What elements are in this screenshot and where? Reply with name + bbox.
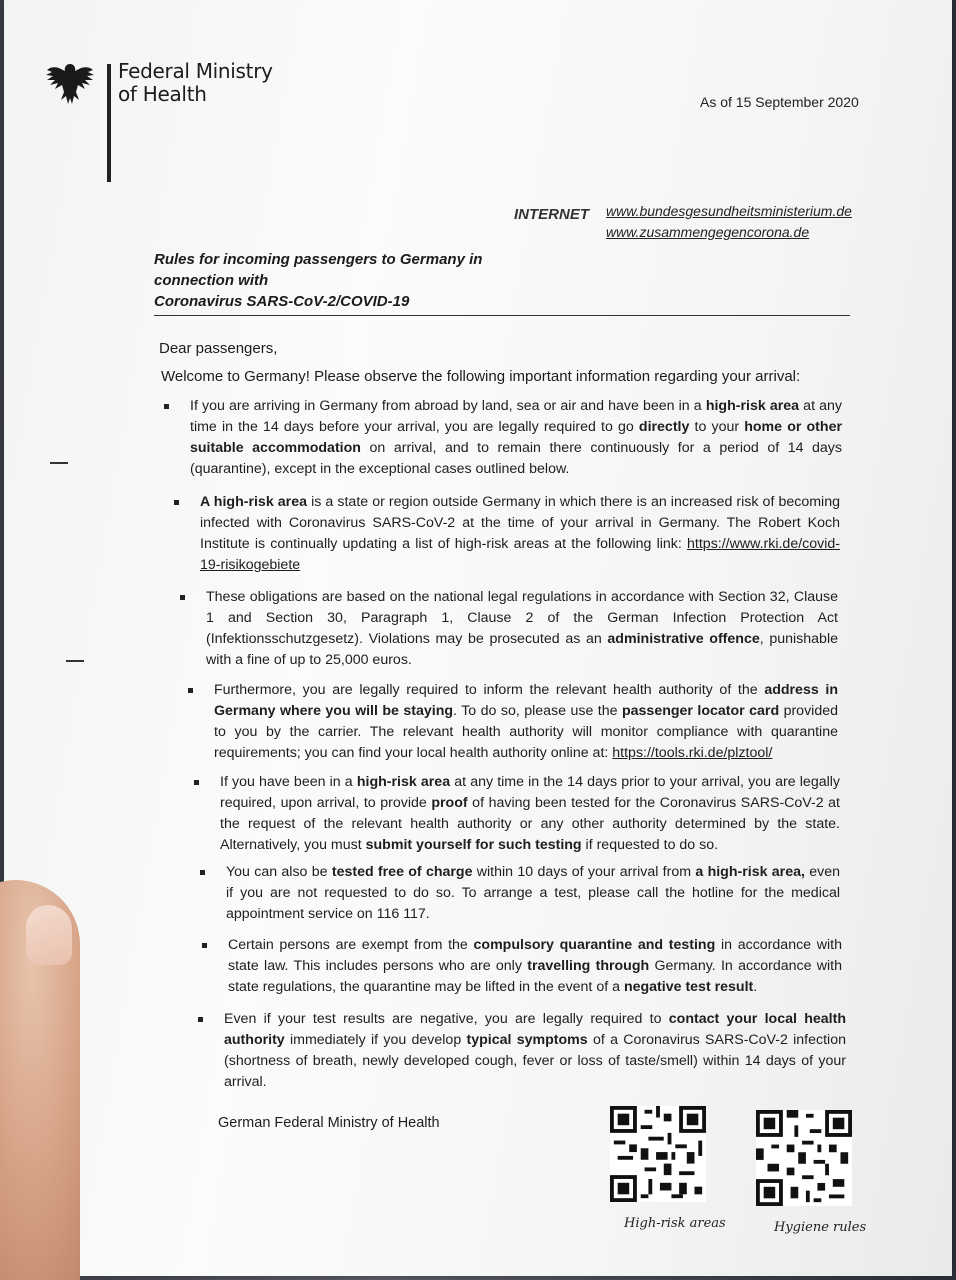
ministry-divider-bar: [107, 64, 111, 182]
margin-mark: [50, 462, 68, 464]
list-item: You can also be tested free of charge within 10 days of your arrival from a high-risk area, even if you are not requested to do so. To arrange a test, please call the hotline for the medical appointment service on 116 117.: [226, 862, 840, 925]
letter-page: [4, 0, 952, 1276]
web-links: [606, 201, 852, 243]
qr-label-hygiene-rules: Hygiene rules: [774, 1220, 867, 1235]
margin-mark: [66, 660, 84, 662]
ministry-name: [118, 60, 273, 106]
ministry-website-link[interactable]: www.bundesgesundheitsministerium.de: [606, 203, 852, 219]
plztool-link[interactable]: https://tools.rki.de/plztool/: [612, 745, 773, 761]
corona-website-link[interactable]: www.zusammengegencorona.de: [606, 224, 810, 240]
federal-eagle-icon: [44, 60, 96, 108]
list-item: Furthermore, you are legally required to inform the relevant health authority of the address in Germany where you will be staying. To do so, please use the passenger locator card provided to you by the carrier. The relevant health authority will monitor compliance with quarantine requirements; you can find your local health authority online at: https://tools.rki.de/plztool/: [214, 680, 838, 764]
list-item: These obligations are based on the national legal regulations in accordance with Section 32, Clause 1 and Section 30, Paragraph 1, Clause 2 of the German Infection Protection Act (Infektionsschutzgesetz). Violations may be prosecuted as an administrative offence, punishable with a fine of up to 25,000 euros.: [206, 587, 838, 671]
qr-label-high-risk-areas: High-risk areas: [624, 1216, 726, 1231]
qr-code-hygiene-rules[interactable]: [756, 1110, 852, 1206]
list-item: If you have been in a high-risk area at any time in the 14 days prior to your arrival, you are legally required, upon arrival, to provide proof of having been tested for the Coronavirus SARS-CoV-2 at the request of the relevant health authority or any other authority determined by the state. Alternatively, you must submit yourself for such testing if requested to do so.: [220, 772, 840, 856]
list-item: If you are arriving in Germany from abroad by land, sea or air and have been in a high-risk area at any time in the 14 days before your arrival, you are legally required to go directly to your home or other suitable accommodation on arrival, and to remain there continuously for a period of 14 days (quarantine), except in the exceptional cases outlined below.: [190, 396, 842, 480]
list-item: Certain persons are exempt from the compulsory quarantine and testing in accordance with state law. This includes persons who are only travelling through Germany. In accordance with state regulations, the quarantine may be lifted in the event of a negative test result.: [228, 935, 842, 998]
list-item: Even if your test results are negative, you are legally required to contact your local health authority immediately if you develop typical symptoms of a Coronavirus SARS-CoV-2 infection (shortness of breath, newly developed cough, fever or loss of taste/smell) within 14 days of your arrival.: [224, 1009, 846, 1093]
welcome-text: Welcome to Germany! Please observe the following important information regarding your arrival:: [161, 368, 801, 385]
greeting: Dear passengers,: [159, 340, 278, 357]
signoff: German Federal Ministry of Health: [218, 1115, 440, 1131]
qr-code-high-risk-areas[interactable]: [610, 1106, 706, 1202]
risk-areas-link[interactable]: https://www.rki.de/covid-19-risikogebiete: [200, 536, 840, 573]
title-line-1: Rules for incoming passengers to Germany in: [154, 251, 483, 268]
title-line-3: Coronavirus SARS-CoV-2/COVID-19: [154, 293, 410, 310]
ministry-line-1: Federal Ministry: [118, 59, 273, 83]
thumb-nail: [26, 905, 72, 965]
internet-label: INTERNET: [514, 206, 589, 223]
ministry-line-2: of Health: [118, 82, 207, 106]
title-line-2: connection with: [154, 272, 269, 289]
document-title: [154, 249, 850, 316]
list-item: A high-risk area is a state or region outside Germany in which there is an increased risk of becoming infected with Coronavirus SARS-CoV-2 at the time of your arrival in Germany. The Robert Koch Institute is continually updating a list of high-risk areas at the following link: https://www.rki.de/covid-19-risikogebiete: [200, 492, 840, 576]
document-date: As of 15 September 2020: [700, 94, 859, 110]
